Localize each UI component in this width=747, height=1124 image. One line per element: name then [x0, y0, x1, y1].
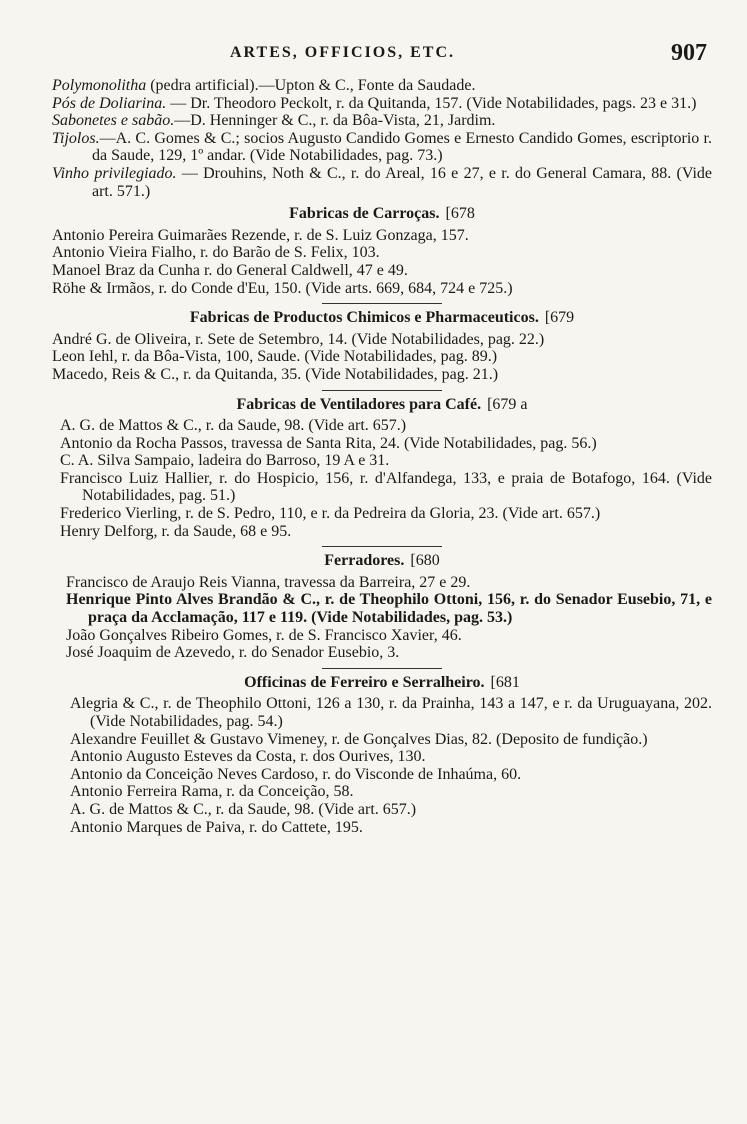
list-item: Francisco Luiz Hallier, r. do Hospicio, 156, r. d'Alfandega, 133, e praia de Botafogo, 164. (Vide Notabilidades, pag. 51.): [60, 469, 712, 505]
section-divider: [322, 303, 442, 304]
entry-name: Vinho privilegiado.: [52, 164, 177, 182]
page-number: 907: [671, 40, 707, 66]
list-item: Francisco de Araujo Reis Vianna, travessa da Barreira, 27 e 29.: [66, 573, 471, 591]
section-heading: [52, 552, 712, 570]
entry-name: Tijolos.: [52, 129, 100, 147]
list-item: Henrique Pinto Alves Brandão & C., r. de Theophilo Ottoni, 156, r. do Senador Eusebio, 71, e praça da Acclamação, 117 e 119. (Vide Notabilidades, pag. 53.): [66, 591, 712, 627]
section-code: [678: [445, 205, 475, 223]
section-divider: [322, 546, 442, 547]
list-item: João Gonçalves Ribeiro Gomes, r. de S. Francisco Xavier, 46.: [66, 626, 462, 644]
section-code: [679: [544, 309, 575, 327]
intro-entries: [52, 77, 712, 200]
list-item: [52, 77, 712, 95]
list-item: Manoel Braz da Cunha r. do General Caldwell, 47 e 49.: [52, 261, 408, 279]
running-title: ARTES, OFFICIOS, ETC.: [230, 44, 456, 61]
list-item: A. G. de Mattos & C., r. da Saude, 98. (Vide art. 657.): [70, 800, 417, 818]
section-title: Fabricas de Productos Chimicos e Pharmaceuticos.: [189, 309, 539, 327]
list-item: Macedo, Reis & C., r. da Quitanda, 35. (Vide Notabilidades, pag. 21.): [52, 365, 499, 383]
list-item: Antonio da Rocha Passos, travessa de Santa Rita, 24. (Vide Notabilidades, pag. 56.): [60, 434, 597, 452]
list-item: [52, 112, 712, 130]
list-item: Leon Iehl, r. da Bôa-Vista, 100, Saude. (Vide Notabilidades, pag. 89.): [52, 348, 498, 366]
directory-content: [52, 77, 712, 836]
section-divider: [322, 668, 442, 669]
list-item: André G. de Oliveira, r. Sete de Setembro, 14. (Vide Notabilidades, pag. 22.): [52, 330, 545, 348]
list-item: Antonio Ferreira Rama, r. da Conceição, 58.: [70, 783, 354, 801]
entry-text: — Dr. Theodoro Peckolt, r. da Quitanda, 157. (Vide Notabilidades, pags. 23 e 31.): [166, 94, 697, 112]
list-item: Antonio Pereira Guimarães Rezende, r. de S. Luiz Gonzaga, 157.: [52, 226, 469, 244]
section-title: Officinas de Ferreiro e Serralheiro.: [244, 673, 485, 691]
section-divider: [322, 390, 442, 391]
entry-name: Sabonetes e sabão.: [52, 112, 175, 130]
entry-name: Pós de Doliarina.: [52, 94, 167, 112]
entry-text: (pedra artificial).—Upton & C., Fonte da Saudade.: [146, 77, 476, 94]
entry-text: — Drouhins, Noth & C., r. do Areal, 16 e 27, e r. do General Camara, 88. (Vide art. 571.): [92, 164, 712, 200]
section-title: Fabricas de Carroças.: [289, 205, 440, 223]
list-item: Antonio Augusto Esteves da Costa, r. dos Ourives, 130.: [70, 748, 426, 766]
list-item: José Joaquim de Azevedo, r. do Senador Eusebio, 3.: [66, 644, 400, 662]
section-ferradores: [52, 552, 712, 662]
section-code: [679 a: [487, 395, 528, 413]
page-header: [0, 40, 747, 68]
section-code: [681: [490, 673, 520, 691]
entry-name: Polymonolitha: [52, 77, 147, 94]
list-item: Alexandre Feuillet & Gustavo Vimeney, r. de Gonçalves Dias, 82. (Deposito de fundição.): [70, 730, 648, 748]
list-item: Antonio Vieira Fialho, r. do Barão de S. Felix, 103.: [52, 244, 380, 262]
section-heading: [52, 205, 712, 223]
section-heading: [52, 396, 712, 414]
list-item: Antonio Marques de Paiva, r. do Cattete, 195.: [70, 818, 363, 836]
section-fabricas-de-carrocas: [52, 205, 712, 297]
section-heading: [52, 674, 712, 692]
section-fabricas-de-productos-chimicos: [52, 309, 712, 383]
list-item: Röhe & Irmãos, r. do Conde d'Eu, 150. (Vide arts. 669, 684, 724 e 725.): [52, 279, 513, 297]
list-item: Frederico Vierling, r. de S. Pedro, 110, e r. da Pedreira da Gloria, 23. (Vide art. 657.): [60, 505, 601, 523]
entry-text: —D. Henninger & C., r. da Bôa-Vista, 21, Jardim.: [174, 112, 496, 130]
section-heading: [52, 309, 712, 327]
section-fabricas-de-ventiladores: [52, 396, 712, 541]
list-item: [52, 130, 712, 165]
list-item: Henry Delforg, r. da Saude, 68 e 95.: [60, 522, 292, 540]
section-title: Fabricas de Ventiladores para Café.: [236, 395, 482, 413]
list-item: Alegria & C., r. de Theophilo Ottoni, 126 a 130, r. da Prainha, 143 a 147, e r. da Uruguayana, 202. (Vide Notabilidades, pag. 54.): [70, 695, 712, 730]
list-item: A. G. de Mattos & C., r. da Saude, 98. (Vide art. 657.): [60, 417, 407, 435]
section-code: [680: [410, 552, 440, 570]
list-item: Antonio da Conceição Neves Cardoso, r. do Visconde de Inhaúma, 60.: [70, 765, 522, 783]
list-item: C. A. Silva Sampaio, ladeira do Barroso, 19 A e 31.: [60, 452, 390, 470]
list-item: [52, 95, 712, 113]
section-title: Ferradores.: [324, 552, 405, 570]
section-officinas-de-ferreiro: [52, 674, 712, 836]
entry-text: —A. C. Gomes & C.; socios Augusto Candido Gomes e Ernesto Candido Gomes, escriptorio r. da Saude, 129, 1º andar. (Vide Notabilidades, pag. 73.): [92, 129, 712, 165]
list-item: [52, 165, 712, 200]
